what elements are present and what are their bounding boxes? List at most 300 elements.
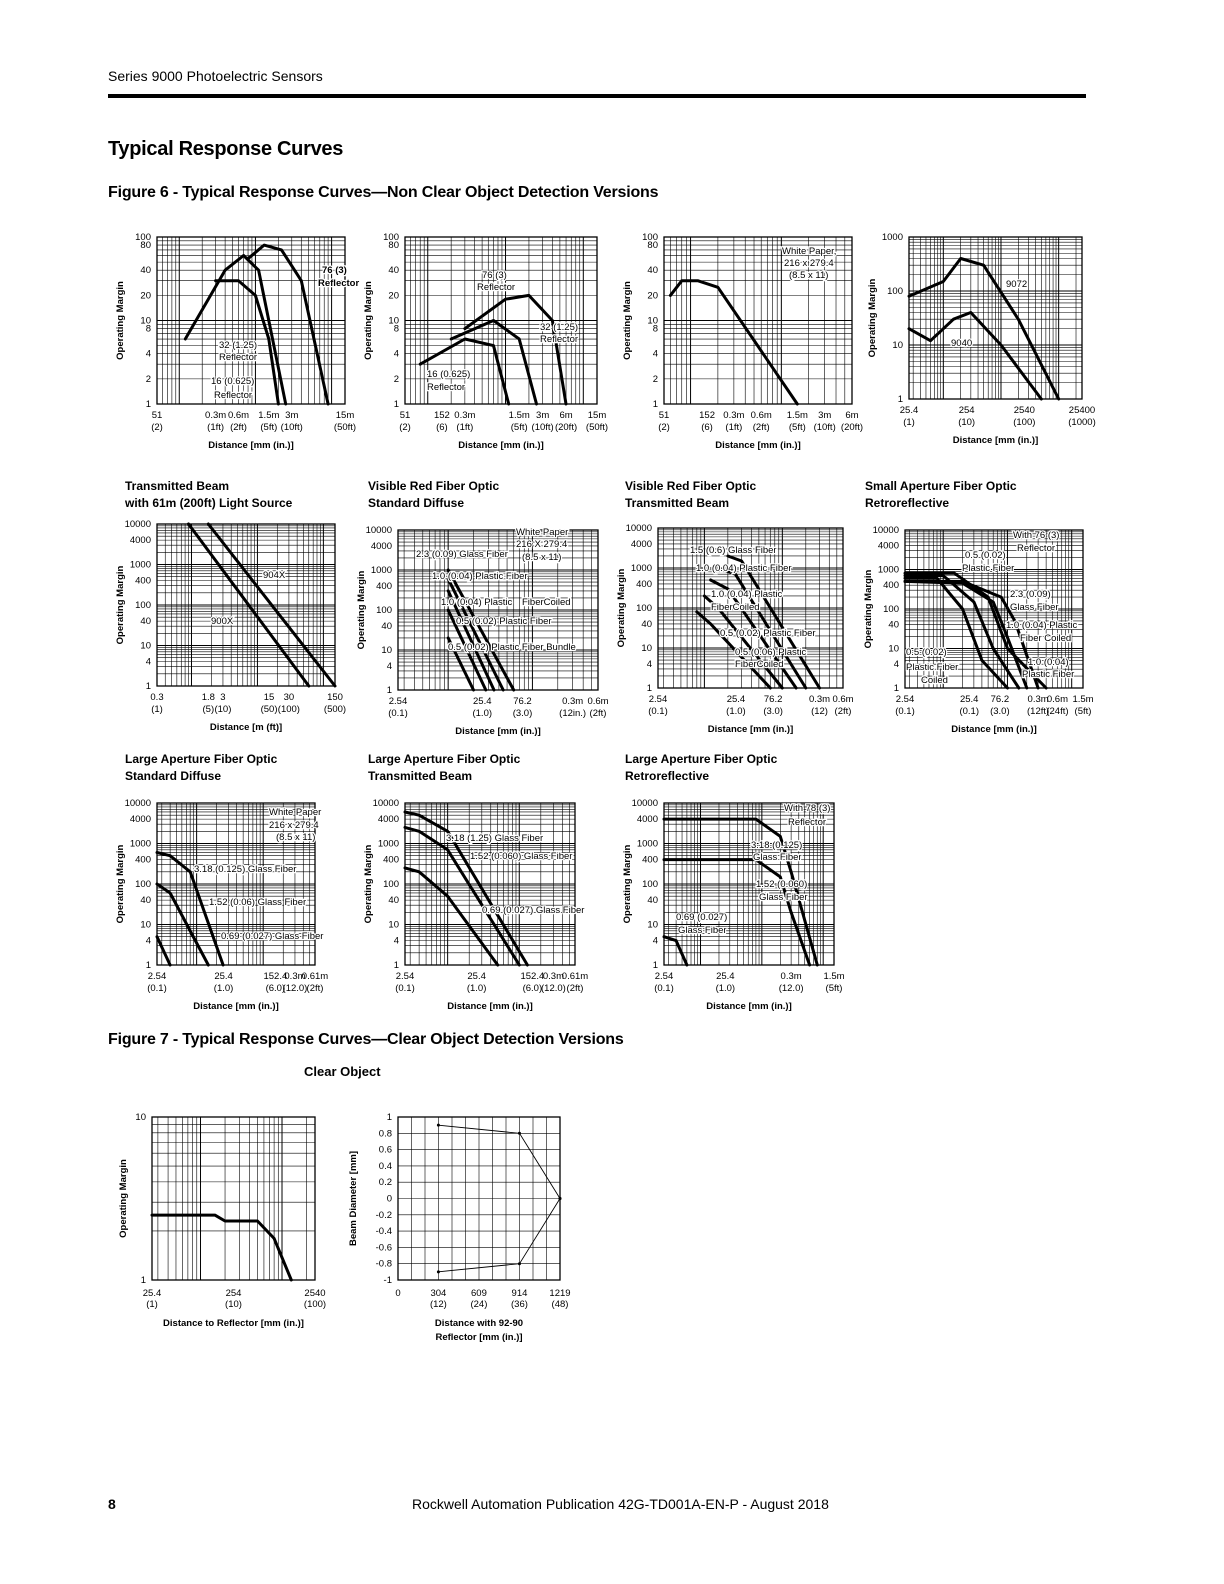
y-tick-label: 0 xyxy=(386,1193,392,1205)
annotation-label: (8.5 x 11) xyxy=(276,832,316,843)
y-tick-label: 80 xyxy=(388,240,399,252)
x-tick-label: 25400 xyxy=(1068,405,1096,416)
y-tick-label: 0.4 xyxy=(378,1160,392,1172)
x-tick-label: 1.5m xyxy=(786,410,808,421)
y-tick-label: 10 xyxy=(388,315,399,327)
x-tick-label: 0.6m xyxy=(832,694,854,705)
x-tick-label: 25.4 xyxy=(142,1288,162,1299)
y-tick-label: 80 xyxy=(140,240,151,252)
y-tick-label: 4 xyxy=(145,656,151,668)
x-tick-label: (12ft) xyxy=(1027,706,1050,717)
x-tick-label: (1) xyxy=(146,1299,158,1310)
y-axis-label: Beam Diameter [mm] xyxy=(348,1150,359,1247)
x-tick-label: (5ft) xyxy=(825,983,843,994)
x-tick-label: 152 xyxy=(699,410,715,421)
y-tick-label: 1000 xyxy=(377,838,399,850)
y-tick-label: 10000 xyxy=(625,523,652,534)
y-tick-label: 4 xyxy=(393,348,399,360)
x-tick-label: (1ft) xyxy=(456,422,474,433)
chart-title: Retroreflective xyxy=(865,496,950,510)
annotation-label: 216 x 279.4 xyxy=(784,258,834,269)
chart-title: Visible Red Fiber Optic xyxy=(625,479,757,493)
chart-c6 xyxy=(356,479,609,737)
y-tick-label: 8 xyxy=(145,323,151,335)
y-tick-label: 1000 xyxy=(129,559,151,571)
x-tick-label: (100) xyxy=(277,704,300,715)
annotation-label: 32 (1.25) xyxy=(540,322,579,333)
x-tick-label: 2540 xyxy=(304,1288,326,1299)
x-tick-label: (2ft) xyxy=(566,983,584,994)
x-axis-label: Distance [mm (in.)] xyxy=(706,1001,792,1012)
x-tick-label: (12) xyxy=(811,706,828,717)
x-tick-label: 152.4 xyxy=(520,971,545,982)
annotation-label: 0.5 (0.02) Plastic Fiber xyxy=(456,616,552,627)
x-tick-label: 3m xyxy=(818,410,832,421)
y-tick-label: 1000 xyxy=(881,232,903,243)
y-axis-label: Operating Margin xyxy=(356,570,367,650)
y-tick-label: 10000 xyxy=(872,525,899,536)
x-tick-label: (0.1) xyxy=(388,708,408,719)
annotation-label: (8.5 x 11) xyxy=(522,552,562,563)
x-tick-label: (1.0) xyxy=(466,983,487,994)
y-tick-label: 1 xyxy=(393,399,399,410)
y-tick-label: 40 xyxy=(381,620,392,632)
annotation-label: 0.5 (0.06) Plastic xyxy=(735,647,807,658)
x-tick-label: (6) xyxy=(436,422,448,433)
y-tick-label: 0.6 xyxy=(378,1144,392,1156)
x-tick-label: (100) xyxy=(303,1299,327,1310)
y-tick-label: 1000 xyxy=(129,838,151,850)
data-point xyxy=(559,1197,562,1200)
x-tick-label: (2ft) xyxy=(589,708,607,719)
x-tick-label: (6) xyxy=(701,422,713,433)
annotation-label: 1.0 (0.04) Plastic xyxy=(1006,620,1078,631)
x-tick-label: (2ft) xyxy=(230,422,247,433)
chart-title: Transmitted Beam xyxy=(368,769,473,783)
chart-title: Transmitted Beam xyxy=(125,479,230,493)
y-tick-label: 0.2 xyxy=(378,1177,392,1189)
annotation-label: Reflector xyxy=(540,334,579,345)
y-tick-label: 1 xyxy=(386,685,392,696)
data-point xyxy=(437,1124,440,1127)
y-tick-label: 4000 xyxy=(877,540,899,552)
x-tick-label: (0.1) xyxy=(648,706,668,717)
annotation-label: 1.0 (0.04) Plastic Fiber xyxy=(696,563,792,574)
x-tick-label: (1.0) xyxy=(213,983,234,994)
y-tick-label: 1 xyxy=(145,399,151,410)
figure7-title: Figure 7 - Typical Response Curves—Clear Object Detection Versions xyxy=(108,1031,624,1048)
x-tick-label: (12in.) xyxy=(559,708,587,719)
x-tick-label: 1.5m xyxy=(508,410,530,421)
y-tick-label: -0.8 xyxy=(375,1258,392,1270)
x-axis-label: Distance [mm (in.)] xyxy=(715,440,801,451)
y-tick-label: 40 xyxy=(647,895,658,907)
y-tick-label: 1000 xyxy=(370,565,392,576)
y-axis-label: Operating Margin xyxy=(363,844,374,924)
x-tick-label: 0.3m xyxy=(723,410,745,421)
x-tick-label: 51 xyxy=(658,410,670,421)
x-tick-label: 51 xyxy=(151,410,163,421)
y-tick-label: 4 xyxy=(386,660,392,672)
y-tick-label: 1 xyxy=(897,394,903,405)
x-tick-label: 2.54 xyxy=(895,694,915,705)
x-axis-label: Distance [mm (in.)] xyxy=(193,1001,279,1012)
annotation-label: 1.0 (0.04) xyxy=(1028,657,1069,668)
x-tick-label: (2ft) xyxy=(752,422,770,433)
chart-title: Transmitted Beam xyxy=(625,496,730,510)
chart-c8 xyxy=(863,479,1094,735)
annotation-label: 3.18 (1.25) Glass Fiber xyxy=(446,833,544,844)
clear-object-label: Clear Object xyxy=(304,1064,381,1079)
annotation-label: 76 (3) xyxy=(482,270,507,281)
x-tick-label: (12.0) xyxy=(282,983,308,994)
annotation-label: 900X xyxy=(211,616,234,627)
annotation-label: Reflector xyxy=(477,282,516,293)
x-tick-label: 0.3m xyxy=(542,971,564,982)
annotation-label: 1.52 (0.060) xyxy=(756,879,808,890)
chart-c7 xyxy=(616,479,854,735)
x-tick-label: (12.0) xyxy=(778,983,804,994)
annotation-label: White Paper xyxy=(516,527,569,538)
y-tick-label: 1 xyxy=(893,683,899,694)
y-tick-label: 10 xyxy=(641,643,652,654)
y-axis-label: Operating Margin xyxy=(622,844,633,924)
x-tick-label: (48) xyxy=(551,1299,569,1310)
y-tick-label: 20 xyxy=(647,290,658,302)
x-tick-label: (1) xyxy=(903,417,915,428)
y-tick-label: 400 xyxy=(376,580,392,592)
y-axis-label: Operating Margin xyxy=(867,278,878,358)
x-tick-label: (24) xyxy=(470,1299,488,1310)
x-tick-label: 304 xyxy=(430,1288,447,1299)
y-tick-label: 10 xyxy=(140,315,151,327)
y-tick-label: 40 xyxy=(641,618,652,630)
x-tick-label: (2) xyxy=(658,422,670,433)
x-tick-label: 2540 xyxy=(1013,405,1035,416)
x-tick-label: (5ft) xyxy=(788,422,806,433)
x-tick-label: 1.5m xyxy=(1072,694,1094,705)
y-tick-label: 2 xyxy=(145,373,151,385)
annotation-label: Reflector xyxy=(1017,543,1056,554)
x-tick-label: (100) xyxy=(1013,417,1036,428)
annotation-label: 16 (0.625) xyxy=(427,369,471,380)
y-tick-label: 1000 xyxy=(630,563,652,574)
annotation-label: 0.69 (0.027) Glass Fiber xyxy=(221,931,324,942)
y-tick-label: 10000 xyxy=(372,798,399,809)
annotation-label: 3.18 (0.125) xyxy=(751,840,803,851)
x-tick-label: 152.4 xyxy=(263,971,288,982)
annotation-label: 76 (3) xyxy=(322,265,347,276)
x-axis-label: Distance [mm (in.)] xyxy=(208,440,294,451)
x-tick-label: 1.5m xyxy=(823,971,845,982)
x-tick-label: 254 xyxy=(958,405,975,416)
y-tick-label: 1 xyxy=(145,960,151,971)
x-tick-label: (50ft) xyxy=(333,422,357,433)
y-tick-label: 10 xyxy=(388,919,399,931)
x-tick-label: (5) xyxy=(202,704,215,715)
x-tick-label: (2) xyxy=(399,422,411,433)
y-tick-label: 10 xyxy=(892,340,903,351)
x-tick-label: 0.6m xyxy=(227,410,250,421)
x-tick-label: (10ft) xyxy=(531,422,554,433)
x-tick-label: 15m xyxy=(587,410,607,421)
y-tick-label: 1 xyxy=(646,683,652,694)
x-axis-label: Distance to Reflector [mm (in.)] xyxy=(163,1318,304,1329)
x-tick-label: 0.3m xyxy=(1027,694,1049,705)
series-line-curve xyxy=(438,1199,560,1272)
annotation-label: White Paper xyxy=(269,807,322,818)
x-axis-label: Distance [m (ft)] xyxy=(209,722,283,733)
x-tick-label: (50ft) xyxy=(585,422,609,433)
y-tick-label: 100 xyxy=(383,232,399,243)
chart-title: with 61m (200ft) Light Source xyxy=(125,496,293,510)
y-tick-label: 10000 xyxy=(631,798,658,809)
y-tick-label: -0.6 xyxy=(375,1242,392,1254)
annotation-label: With 78 (3) xyxy=(784,803,831,814)
page-number: 8 xyxy=(108,1496,116,1512)
x-tick-label: 1.5m xyxy=(258,410,280,421)
x-tick-label: 0.3m xyxy=(454,410,476,421)
x-tick-label: 30 xyxy=(283,692,295,703)
figure6-title: Figure 6 - Typical Response Curves—Non Clear Object Detection Versions xyxy=(108,184,659,201)
x-tick-label: (3.0) xyxy=(763,706,783,717)
annotation-label: Reflector xyxy=(427,382,466,393)
annotation-label: 0.5 (0.02) xyxy=(906,647,947,658)
chart-c4 xyxy=(867,232,1096,446)
y-tick-label: 1000 xyxy=(636,838,658,850)
y-tick-label: 40 xyxy=(140,895,151,907)
x-tick-label: 609 xyxy=(471,1288,487,1299)
y-tick-label: 10 xyxy=(140,919,151,931)
x-tick-label: (6.0) xyxy=(522,983,543,994)
annotation-label: With 76 (3) xyxy=(1013,530,1060,541)
x-tick-label: 0.3m xyxy=(205,410,227,421)
x-tick-label: (50) xyxy=(260,704,278,715)
x-tick-label: (1) xyxy=(151,704,163,715)
annotation-label: 0.69 (0.027) xyxy=(676,912,728,923)
x-tick-label: 25.4 xyxy=(716,971,735,982)
x-tick-label: 2.54 xyxy=(654,971,674,982)
y-tick-label: 400 xyxy=(636,578,652,590)
y-axis-label: Operating Margin xyxy=(363,281,374,360)
footer-publication: Rockwell Automation Publication 42G-TD001A-EN-P - August 2018 xyxy=(412,1496,829,1512)
y-tick-label: 1 xyxy=(145,681,151,692)
y-axis-label: Operating Margin xyxy=(115,281,126,360)
annotation-label: 9040 xyxy=(951,338,973,349)
x-tick-label: 76.2 xyxy=(990,694,1010,705)
y-tick-label: 4 xyxy=(145,348,151,360)
y-tick-label: 100 xyxy=(636,603,652,614)
x-tick-label: 6m xyxy=(845,410,859,421)
y-tick-label: 4 xyxy=(393,935,399,947)
y-axis-label: Operating Margin xyxy=(863,569,874,649)
y-tick-label: 10 xyxy=(140,640,151,652)
annotation-label: (8.5 x 11) xyxy=(789,270,829,281)
y-tick-label: 1 xyxy=(140,1275,146,1286)
x-tick-label: (5ft) xyxy=(1074,706,1092,717)
annotation-label: 16 (0.625) xyxy=(211,376,255,387)
y-tick-label: 10000 xyxy=(365,525,392,536)
x-tick-label: (1.0) xyxy=(726,706,746,717)
x-tick-label: 2.54 xyxy=(388,696,408,707)
x-tick-label: 25.4 xyxy=(726,694,746,705)
annotation-label: FiberCoiled xyxy=(711,602,760,613)
data-point xyxy=(437,1270,440,1273)
x-tick-label: (36) xyxy=(511,1299,528,1310)
x-tick-label: 2.54 xyxy=(147,971,167,982)
y-tick-label: 100 xyxy=(135,600,151,611)
x-tick-label: 6m xyxy=(559,410,573,421)
y-tick-label: 2 xyxy=(393,373,399,385)
data-point xyxy=(518,1262,521,1265)
annotation-label: Coiled xyxy=(921,675,948,686)
x-tick-label: 0.3m xyxy=(284,971,306,982)
x-tick-label: 25.4 xyxy=(473,696,492,707)
x-tick-label: 150 xyxy=(327,692,343,703)
x-tick-label: (0.1) xyxy=(895,706,915,717)
x-tick-label: (3.0) xyxy=(512,708,533,719)
y-tick-label: 4000 xyxy=(630,538,652,550)
y-tick-label: 10 xyxy=(888,643,899,655)
y-tick-label: 10 xyxy=(135,1112,146,1123)
y-tick-label: -0.2 xyxy=(375,1209,392,1221)
y-tick-label: 100 xyxy=(135,232,151,243)
series-line-0-69-0-027-glass-fiber xyxy=(157,937,170,965)
chart-title: Small Aperture Fiber Optic xyxy=(865,479,1017,493)
annotation-label: Reflector xyxy=(214,390,253,401)
y-tick-label: 4000 xyxy=(636,814,658,826)
x-tick-label: (10ft) xyxy=(280,422,303,433)
y-tick-label: 1 xyxy=(393,960,399,971)
chart-title: Large Aperture Fiber Optic xyxy=(368,752,521,766)
series-line-curve xyxy=(438,1125,560,1198)
x-tick-label: (20ft) xyxy=(554,422,578,433)
y-axis-label: Operating Margin xyxy=(115,844,126,924)
x-tick-label: 0.3m xyxy=(562,696,584,707)
x-tick-label: 15m xyxy=(335,410,355,421)
annotation-label: 0.5 (0.02) Plastic Fiber xyxy=(720,628,816,639)
x-tick-label: (12) xyxy=(429,1299,447,1310)
series-line-76-3-reflector xyxy=(465,295,566,404)
y-tick-label: 10 xyxy=(381,645,392,656)
x-tick-label: 25.4 xyxy=(214,971,233,982)
y-tick-label: 400 xyxy=(135,854,151,866)
x-tick-label: 0.6m xyxy=(750,410,772,421)
annotation-label: 2.3 (0.09) Glass Fiber xyxy=(416,549,508,560)
y-tick-label: 40 xyxy=(388,265,399,277)
y-axis-label: Operating Margin xyxy=(622,281,633,360)
chart-title: Visible Red Fiber Optic xyxy=(368,479,500,493)
y-tick-label: 4 xyxy=(646,658,652,670)
x-tick-label: 51 xyxy=(399,410,411,421)
x-tick-label: 0.61m xyxy=(301,971,329,982)
annotation-label: Glass Fiber xyxy=(1010,602,1059,613)
x-tick-label: 76.2 xyxy=(763,694,783,705)
annotation-label: 1.0 (0.04) Plastic xyxy=(441,597,513,608)
y-tick-label: -1 xyxy=(383,1275,392,1286)
x-tick-label: (2) xyxy=(151,422,163,433)
annotation-label: 9072 xyxy=(1006,279,1028,290)
section-title: Typical Response Curves xyxy=(108,138,344,160)
annotation-label: Plastic Fiber xyxy=(1022,669,1075,680)
y-tick-label: 40 xyxy=(140,265,151,277)
x-tick-label: 2.54 xyxy=(395,971,415,982)
x-axis-label: Reflector [mm (in.)] xyxy=(435,1332,523,1343)
x-tick-label: (20ft) xyxy=(840,422,864,433)
chart-c10 xyxy=(363,752,588,1012)
x-tick-label: (0.1) xyxy=(959,706,980,717)
y-tick-label: 400 xyxy=(642,854,658,866)
chart-c2 xyxy=(363,232,608,451)
plot-frame xyxy=(152,1117,315,1280)
annotation-label: Glass Fiber xyxy=(678,925,727,936)
x-tick-label: 3 xyxy=(220,692,226,703)
y-tick-label: 4000 xyxy=(129,814,151,826)
x-tick-label: (2ft) xyxy=(306,983,324,994)
x-tick-label: (2ft) xyxy=(834,706,852,717)
y-tick-label: 100 xyxy=(642,232,658,243)
x-tick-label: 25.4 xyxy=(959,694,979,705)
x-tick-label: 0.3 xyxy=(150,692,164,703)
x-tick-label: (1.0) xyxy=(715,983,736,994)
annotation-label: Reflector xyxy=(318,278,360,289)
x-axis-label: Distance [mm (in.)] xyxy=(458,440,544,451)
x-tick-label: 76.2 xyxy=(513,696,532,707)
annotation-label: 1.0 (0.04) Plastic Fiber xyxy=(432,571,528,582)
y-tick-label: 100 xyxy=(883,604,899,615)
y-tick-label: 10000 xyxy=(124,798,151,809)
y-tick-label: 0.8 xyxy=(378,1128,392,1140)
chart-c3 xyxy=(622,232,863,451)
data-point xyxy=(518,1132,521,1135)
annotation-label: 1.5 (0.6) Glass Fiber xyxy=(690,545,777,556)
x-tick-label: (1000) xyxy=(1068,417,1096,428)
y-tick-label: -0.4 xyxy=(375,1226,392,1238)
annotation-label: White Paper, xyxy=(782,246,837,257)
annotation-label: 216 x 279.4 xyxy=(269,820,319,831)
x-tick-label: 0 xyxy=(395,1288,401,1299)
x-tick-label: 25.4 xyxy=(467,971,486,982)
x-tick-label: 1219 xyxy=(549,1288,571,1299)
y-axis-label: Operating Margin xyxy=(115,565,126,645)
y-tick-label: 100 xyxy=(887,286,903,297)
y-tick-label: 400 xyxy=(883,580,899,592)
annotation-label: Glass Fiber xyxy=(759,892,808,903)
chart-c13 xyxy=(348,1112,571,1343)
annotation-label: Fiber Coiled xyxy=(1020,633,1072,644)
annotation-label: 1.52 (0.060) Glass Fiber xyxy=(470,851,573,862)
x-tick-label: 152 xyxy=(433,410,450,421)
x-axis-label: Distance [mm (in.)] xyxy=(952,435,1039,446)
x-tick-label: 3m xyxy=(536,410,550,421)
y-tick-label: 10 xyxy=(647,919,658,931)
chart-title: Large Aperture Fiber Optic xyxy=(625,752,778,766)
x-tick-label: (10) xyxy=(958,417,976,428)
x-tick-label: (1.0) xyxy=(472,708,493,719)
x-tick-label: 0.61m xyxy=(561,971,589,982)
x-tick-label: 0.6m xyxy=(587,696,609,707)
y-tick-label: 40 xyxy=(647,265,658,277)
y-tick-label: 4 xyxy=(145,935,151,947)
x-tick-label: 254 xyxy=(225,1288,242,1299)
x-axis-label: Distance [mm (in.)] xyxy=(951,724,1037,735)
series-line-0-69-0-027-glass-fiber xyxy=(664,937,687,965)
series-line-curve xyxy=(152,1215,291,1280)
annotation-label: 216 X 279.4 xyxy=(516,539,568,550)
chart-title: Standard Diffuse xyxy=(125,769,222,783)
y-tick-label: 80 xyxy=(647,240,658,252)
y-tick-label: 400 xyxy=(383,854,399,866)
